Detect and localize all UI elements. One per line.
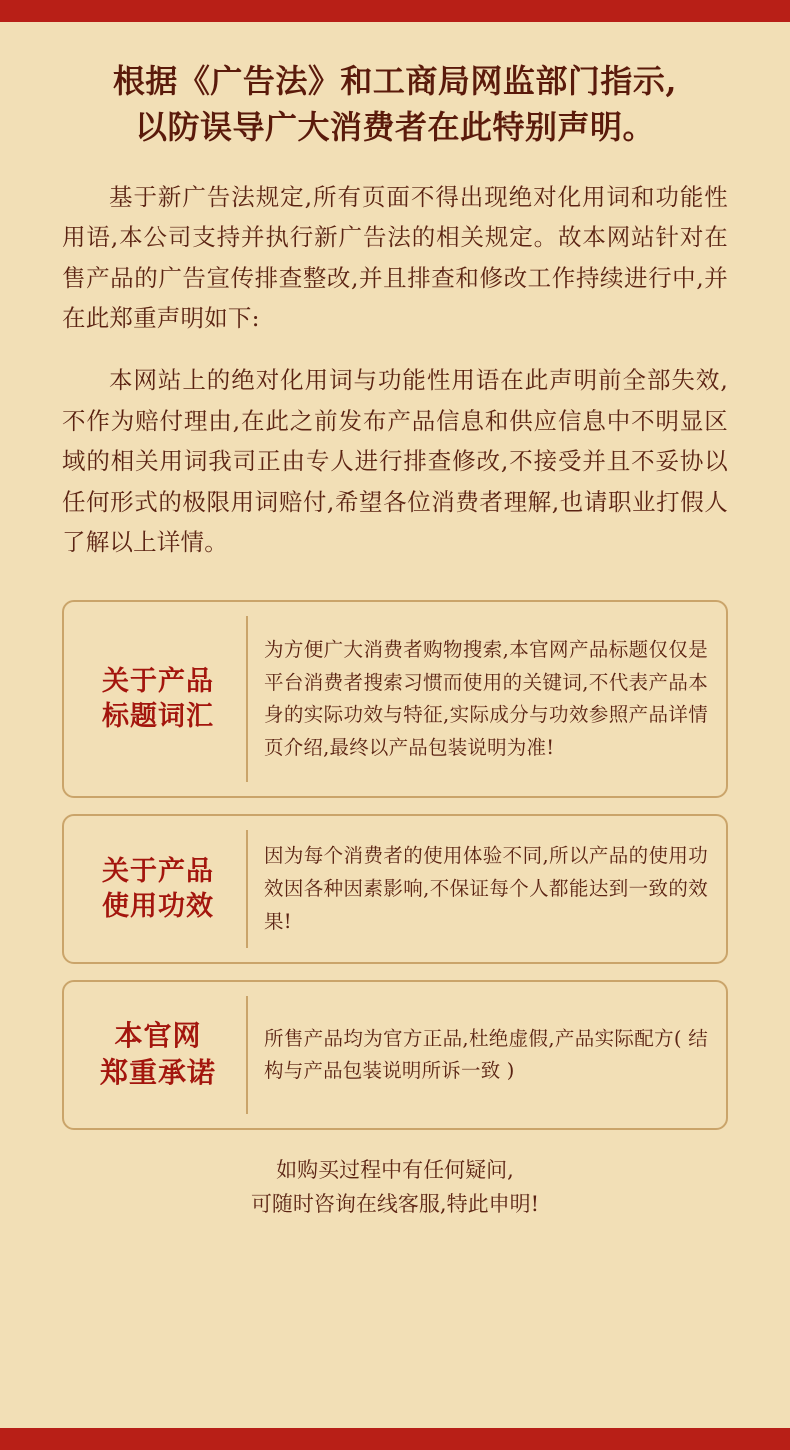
- statement-card: [62, 600, 728, 798]
- footer-note-line-1: 如购买过程中有任何疑问,: [276, 1158, 514, 1183]
- paragraph-second: 本网站上的绝对化用词与功能性用语在此声明前全部失效,不作为赔付理由,在此之前发布产品信息和供应信息中不明显区域的相关用词我司正由专人进行排查修改,不接受并且不妥协以任何形式的极限用词赔付,希望各位消费者理解,也请职业打假人了解以上详情。: [62, 366, 728, 557]
- statement-card-title-line-1: 关于产品: [102, 855, 214, 887]
- page-title-line-1: 根据《广告法》和工商局网监部门指示,: [112, 62, 678, 100]
- statement-card-title-line-2: 标题词汇: [102, 701, 214, 733]
- statement-card-body: 因为每个消费者的使用体验不同,所以产品的使用功效因各种因素影响,不保证每个人都能达到一致的效果!: [264, 844, 708, 933]
- statement-card-body: 所售产品均为官方正品,杜绝虚假,产品实际配方( 结构与产品包装说明所诉一致 ): [264, 1026, 708, 1083]
- statement-card: [62, 814, 728, 964]
- statement-card-title: [80, 996, 248, 1114]
- statement-card-title-line-1: 本官网: [114, 1019, 202, 1053]
- footer-note: [62, 1154, 728, 1221]
- statement-card-title-line-2: 郑重承诺: [99, 1056, 216, 1090]
- statement-card-title-line-2: 使用功效: [102, 891, 214, 923]
- statement-card-title: [80, 830, 248, 948]
- top-accent-bar: [0, 0, 790, 22]
- page-title: [62, 58, 728, 151]
- statement-card-title: [80, 616, 248, 782]
- statement-card-body: 为方便广大消费者购物搜索,本官网产品标题仅仅是平台消费者搜索习惯而使用的关键词,不代表产品本身的实际功效与特征,实际成分与功效参照产品详情页介绍,最终以产品包装说明为准!: [264, 637, 708, 760]
- statement-card-title-line-1: 关于产品: [102, 665, 214, 697]
- footer-note-line-2: 可随时咨询在线客服,特此申明!: [250, 1192, 540, 1217]
- page-title-line-2: 以防误导广大消费者在此特别声明。: [134, 108, 655, 147]
- statement-card: [62, 980, 728, 1130]
- bottom-accent-bar: [0, 1428, 790, 1450]
- paragraph-first: 基于新广告法规定,所有页面不得出现绝对化用词和功能性用语,本公司支持并执行新广告法的相关规定。故本网站针对在售产品的广告宣传排查整改,并且排查和修改工作持续进行中,并在此郑重声明如下:: [62, 182, 728, 332]
- page-content: [0, 22, 790, 1428]
- statement-card-list: [62, 600, 728, 1130]
